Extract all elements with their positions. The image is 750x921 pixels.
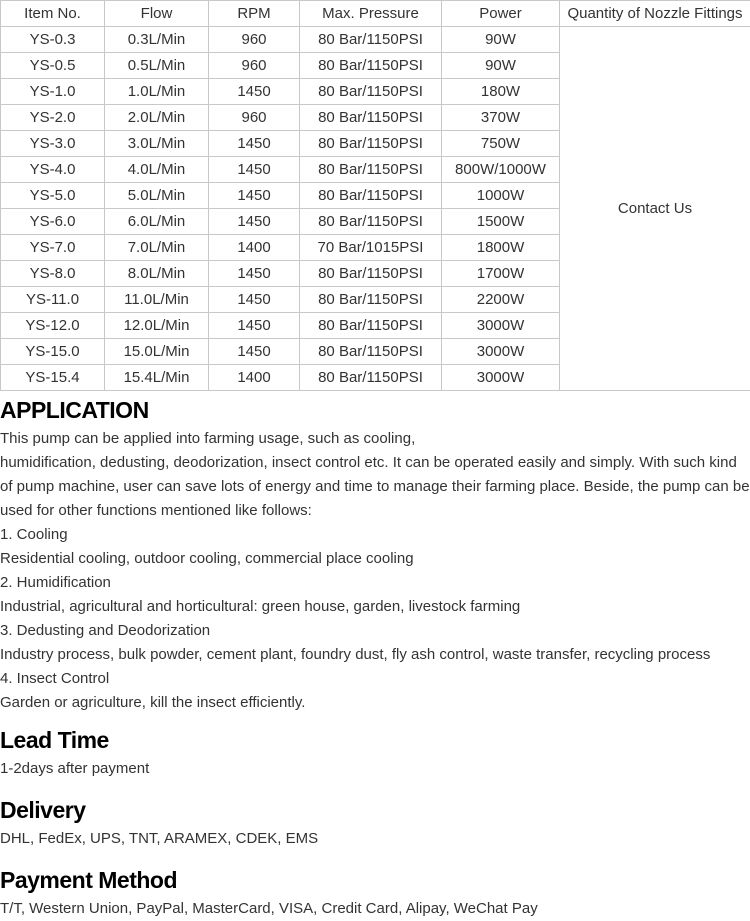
- cell-rpm: 960: [209, 27, 300, 53]
- cell-flow: 3.0L/Min: [105, 131, 209, 157]
- cell-flow: 0.3L/Min: [105, 27, 209, 53]
- header-rpm: RPM: [209, 1, 300, 27]
- cell-flow: 15.4L/Min: [105, 365, 209, 391]
- application-title: APPLICATION: [0, 393, 750, 427]
- content: [0, 393, 750, 921]
- cell-power: 800W/1000W: [442, 157, 560, 183]
- cell-power: 90W: [442, 53, 560, 79]
- header-item-no: Item No.: [1, 1, 105, 27]
- cell-flow: 6.0L/Min: [105, 209, 209, 235]
- header-power: Power: [442, 1, 560, 27]
- cell-rpm: 1400: [209, 235, 300, 261]
- spec-table: [0, 0, 750, 391]
- header-nozzle-fittings: Quantity of Nozzle Fittings: [560, 1, 750, 27]
- cell-flow: 12.0L/Min: [105, 313, 209, 339]
- payment-text: T/T, Western Union, PayPal, MasterCard, VISA, Credit Card, Alipay, WeChat Pay: [0, 897, 750, 921]
- cell-rpm: 960: [209, 53, 300, 79]
- cell-max-pressure: 80 Bar/1150PSI: [300, 261, 442, 287]
- cell-power: 2200W: [442, 287, 560, 313]
- cell-power: 1000W: [442, 183, 560, 209]
- cell-power: 1700W: [442, 261, 560, 287]
- cell-item-no: YS-3.0: [1, 131, 105, 157]
- delivery-text: DHL, FedEx, UPS, TNT, ARAMEX, CDEK, EMS: [0, 827, 750, 851]
- cell-flow: 1.0L/Min: [105, 79, 209, 105]
- cell-max-pressure: 80 Bar/1150PSI: [300, 365, 442, 391]
- cell-flow: 0.5L/Min: [105, 53, 209, 79]
- cell-item-no: YS-0.3: [1, 27, 105, 53]
- cell-max-pressure: 80 Bar/1150PSI: [300, 157, 442, 183]
- application-item-text: Industry process, bulk powder, cement plant, foundry dust, fly ash control, waste transfer, recycling process: [0, 643, 750, 667]
- cell-item-no: YS-12.0: [1, 313, 105, 339]
- application-item-heading: 3. Dedusting and Deodorization: [0, 619, 750, 643]
- table-row: [1, 27, 750, 53]
- cell-rpm: 1400: [209, 365, 300, 391]
- payment-title: Payment Method: [0, 863, 750, 897]
- cell-max-pressure: 70 Bar/1015PSI: [300, 235, 442, 261]
- cell-flow: 7.0L/Min: [105, 235, 209, 261]
- cell-flow: 2.0L/Min: [105, 105, 209, 131]
- cell-max-pressure: 80 Bar/1150PSI: [300, 313, 442, 339]
- cell-power: 3000W: [442, 339, 560, 365]
- cell-rpm: 1450: [209, 339, 300, 365]
- cell-power: 3000W: [442, 365, 560, 391]
- lead-time-title: Lead Time: [0, 723, 750, 757]
- cell-item-no: YS-0.5: [1, 53, 105, 79]
- cell-power: 370W: [442, 105, 560, 131]
- cell-item-no: YS-6.0: [1, 209, 105, 235]
- cell-power: 180W: [442, 79, 560, 105]
- cell-max-pressure: 80 Bar/1150PSI: [300, 131, 442, 157]
- cell-max-pressure: 80 Bar/1150PSI: [300, 53, 442, 79]
- cell-item-no: YS-4.0: [1, 157, 105, 183]
- lead-time-text: 1-2days after payment: [0, 757, 750, 781]
- cell-item-no: YS-11.0: [1, 287, 105, 313]
- header-max-pressure: Max. Pressure: [300, 1, 442, 27]
- cell-rpm: 1450: [209, 157, 300, 183]
- cell-item-no: YS-2.0: [1, 105, 105, 131]
- cell-rpm: 1450: [209, 313, 300, 339]
- application-item-heading: 4. Insect Control: [0, 667, 750, 691]
- cell-rpm: 1450: [209, 79, 300, 105]
- cell-power: 90W: [442, 27, 560, 53]
- cell-rpm: 1450: [209, 261, 300, 287]
- application-item-text: Residential cooling, outdoor cooling, commercial place cooling: [0, 547, 750, 571]
- cell-item-no: YS-8.0: [1, 261, 105, 287]
- application-intro-2: humidification, dedusting, deodorization, insect control etc. It can be operated easily and simply. With such kind of pump machine, user can save lots of energy and time to manage their farming place. Beside, the pump can be used for other functions mentioned like follows:: [0, 451, 750, 523]
- cell-item-no: YS-7.0: [1, 235, 105, 261]
- application-intro-1: This pump can be applied into farming usage, such as cooling,: [0, 427, 750, 451]
- cell-max-pressure: 80 Bar/1150PSI: [300, 287, 442, 313]
- cell-rpm: 1450: [209, 131, 300, 157]
- application-item-heading: 1. Cooling: [0, 523, 750, 547]
- cell-power: 3000W: [442, 313, 560, 339]
- cell-item-no: YS-1.0: [1, 79, 105, 105]
- cell-item-no: YS-15.4: [1, 365, 105, 391]
- table-header-row: [1, 1, 750, 27]
- cell-max-pressure: 80 Bar/1150PSI: [300, 209, 442, 235]
- cell-flow: 4.0L/Min: [105, 157, 209, 183]
- cell-rpm: 1450: [209, 209, 300, 235]
- cell-flow: 8.0L/Min: [105, 261, 209, 287]
- cell-rpm: 1450: [209, 287, 300, 313]
- application-item-text: Industrial, agricultural and horticultural: green house, garden, livestock farming: [0, 595, 750, 619]
- header-flow: Flow: [105, 1, 209, 27]
- cell-power: 1500W: [442, 209, 560, 235]
- application-item-heading: 2. Humidification: [0, 571, 750, 595]
- cell-flow: 5.0L/Min: [105, 183, 209, 209]
- cell-flow: 15.0L/Min: [105, 339, 209, 365]
- application-item-text: Garden or agriculture, kill the insect efficiently.: [0, 691, 750, 715]
- cell-item-no: YS-15.0: [1, 339, 105, 365]
- cell-max-pressure: 80 Bar/1150PSI: [300, 27, 442, 53]
- cell-max-pressure: 80 Bar/1150PSI: [300, 105, 442, 131]
- cell-power: 750W: [442, 131, 560, 157]
- cell-max-pressure: 80 Bar/1150PSI: [300, 183, 442, 209]
- cell-rpm: 960: [209, 105, 300, 131]
- cell-nozzle-fittings: Contact Us: [560, 27, 750, 391]
- cell-flow: 11.0L/Min: [105, 287, 209, 313]
- cell-item-no: YS-5.0: [1, 183, 105, 209]
- cell-power: 1800W: [442, 235, 560, 261]
- cell-max-pressure: 80 Bar/1150PSI: [300, 339, 442, 365]
- delivery-title: Delivery: [0, 793, 750, 827]
- cell-rpm: 1450: [209, 183, 300, 209]
- cell-max-pressure: 80 Bar/1150PSI: [300, 79, 442, 105]
